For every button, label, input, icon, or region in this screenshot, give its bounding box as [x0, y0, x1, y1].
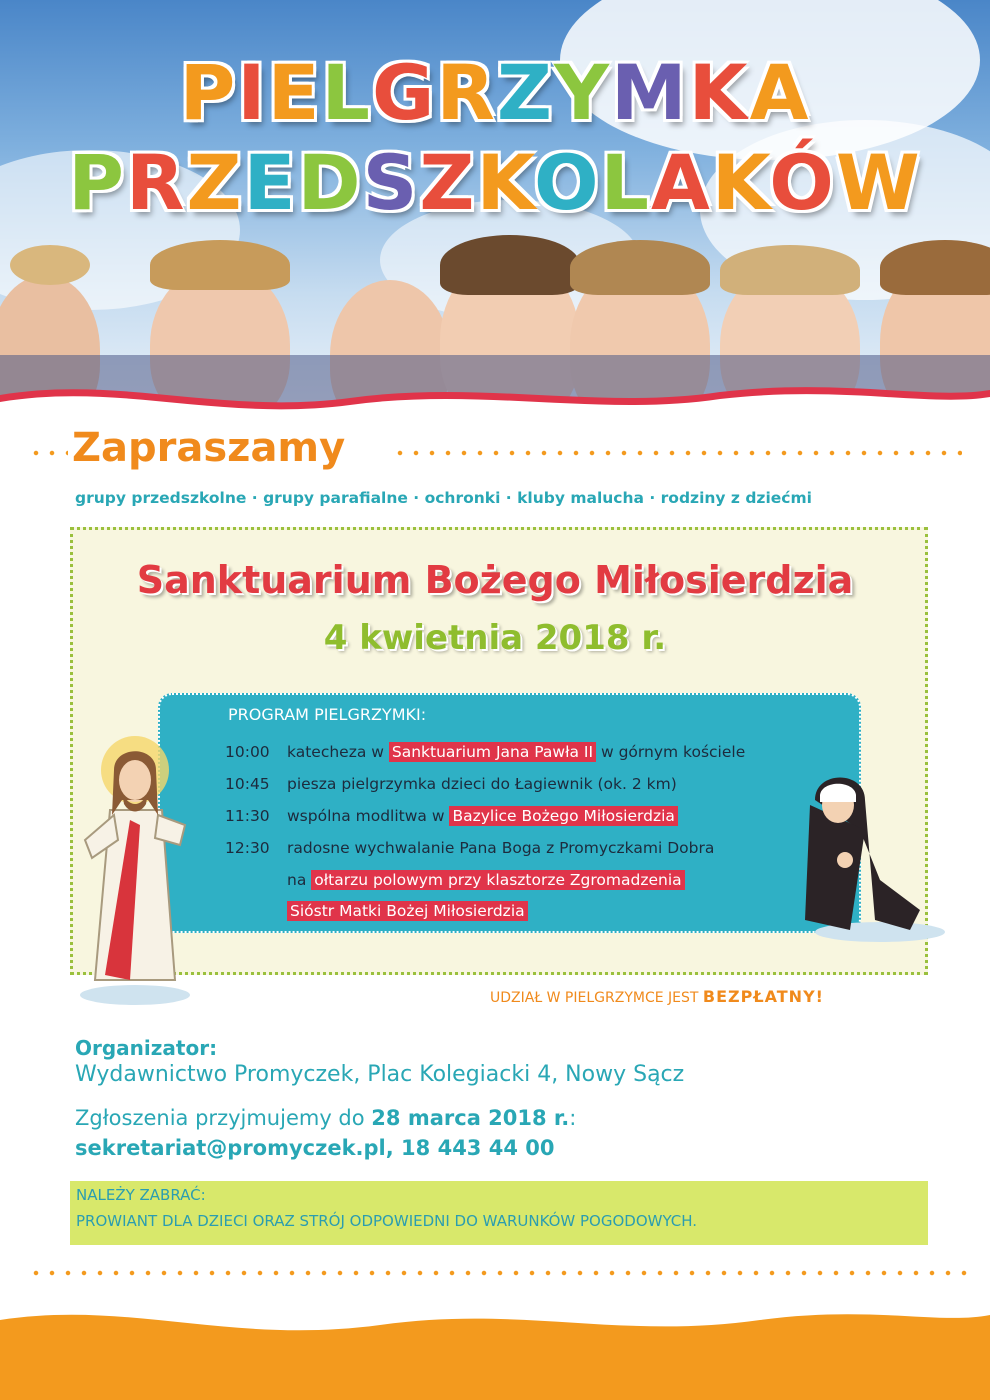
title-letter: O [533, 138, 601, 227]
organizer-heading: Organizator: [75, 1036, 218, 1060]
title-line-2 [0, 138, 990, 227]
program-text: katecheza w [287, 743, 389, 761]
title-letter: Y [553, 48, 612, 137]
title-letter: K [711, 138, 770, 227]
program-text: na [287, 871, 312, 889]
organizer-address: Wydawnictwo Promyczek, Plac Kolegiacki 4, Nowy Sącz [75, 1062, 685, 1087]
title-letter: A [650, 138, 712, 227]
title-letter: E [267, 48, 322, 137]
program-time: 12:30 [225, 839, 270, 857]
program-text: radosne wychwalanie Pana Boga z Promyczkami Dobra [287, 839, 715, 857]
bottom-wave [0, 1290, 990, 1400]
title-letter: R [436, 48, 497, 137]
program-item-continued [287, 902, 528, 920]
title-letter: P [179, 48, 238, 137]
title-letter: K [688, 48, 750, 137]
program-item [225, 743, 745, 761]
free-participation-note [490, 987, 824, 1006]
title-letter: W [835, 138, 922, 227]
dotted-line-left [28, 450, 68, 456]
title-letter: Z [496, 48, 554, 137]
title-letter: I [237, 48, 268, 137]
title-text [68, 138, 922, 227]
signup-suffix: : [569, 1106, 577, 1130]
title-letter: K [476, 138, 534, 227]
program-highlight: Sanktuarium Jana Pawła II [389, 742, 596, 762]
invited-groups: grupy przedszkolne · grupy parafialne · ochronki · kluby malucha · rodziny z dziećmi [75, 489, 812, 507]
title-letter: G [371, 48, 437, 137]
title-letter: M [611, 48, 689, 137]
program-highlight: Bazylice Bożego Miłosierdzia [449, 806, 677, 826]
program-highlight: ołtarzu polowym przy klasztorze Zgromadzenia [311, 870, 684, 890]
dotted-line-bottom [28, 1270, 968, 1276]
program-time: 10:00 [225, 743, 270, 761]
program-item-continued [287, 871, 685, 889]
program-title: PROGRAM PIELGRZYMKI: [228, 705, 427, 724]
signup-text: Zgłoszenia przyjmujemy do [75, 1106, 372, 1130]
program-time: 11:30 [225, 807, 270, 825]
program-item [225, 839, 714, 857]
bring-heading: NALEŻY ZABRAĆ: [76, 1186, 206, 1204]
title-letter: Z [186, 138, 244, 227]
program-time: 10:45 [225, 775, 270, 793]
free-note-bold: BEZPŁATNY! [702, 987, 824, 1006]
dotted-line-right [392, 450, 962, 456]
title-letter: S [362, 138, 420, 227]
program-item [225, 807, 678, 825]
contact-info: sekretariat@promyczek.pl, 18 443 44 00 [75, 1136, 555, 1160]
program-text: piesza pielgrzymka dzieci do Łagiewnik (ok. 2 km) [287, 775, 677, 793]
title-letter: Z [419, 138, 477, 227]
title-letter: L [321, 48, 372, 137]
title-letter: R [125, 138, 187, 227]
divine-mercy-jesus-illustration [70, 730, 200, 1010]
signup-deadline [75, 1106, 576, 1130]
event-date: 4 kwietnia 2018 r. [323, 618, 667, 658]
free-note-text: UDZIAŁ W PIELGRZYMCE JEST [490, 990, 703, 1006]
title-letter: D [297, 138, 363, 227]
hero-banner [0, 0, 990, 420]
program-text-end: w górnym kościele [596, 743, 746, 761]
title-text [180, 48, 811, 137]
title-letter: Ó [769, 138, 836, 227]
saint-faustina-illustration [790, 770, 950, 945]
invite-heading: Zapraszamy [72, 425, 346, 471]
signup-date: 28 marca 2018 r. [371, 1106, 570, 1130]
title-letter: P [68, 138, 126, 227]
bring-text: PROWIANT DLA DZIECI ORAZ STRÓJ ODPOWIEDNI DO WARUNKÓW POGODOWYCH. [76, 1212, 698, 1230]
title-letter: L [600, 138, 651, 227]
title-letter: E [243, 138, 298, 227]
program-text: wspólna modlitwa w [287, 807, 450, 825]
program-item [225, 775, 677, 793]
title-letter: A [749, 48, 811, 137]
title-line-1 [0, 48, 990, 137]
event-place: Sanktuarium Bożego Miłosierdzia [136, 558, 854, 602]
program-highlight: Sióstr Matki Bożej Miłosierdzia [287, 901, 528, 921]
